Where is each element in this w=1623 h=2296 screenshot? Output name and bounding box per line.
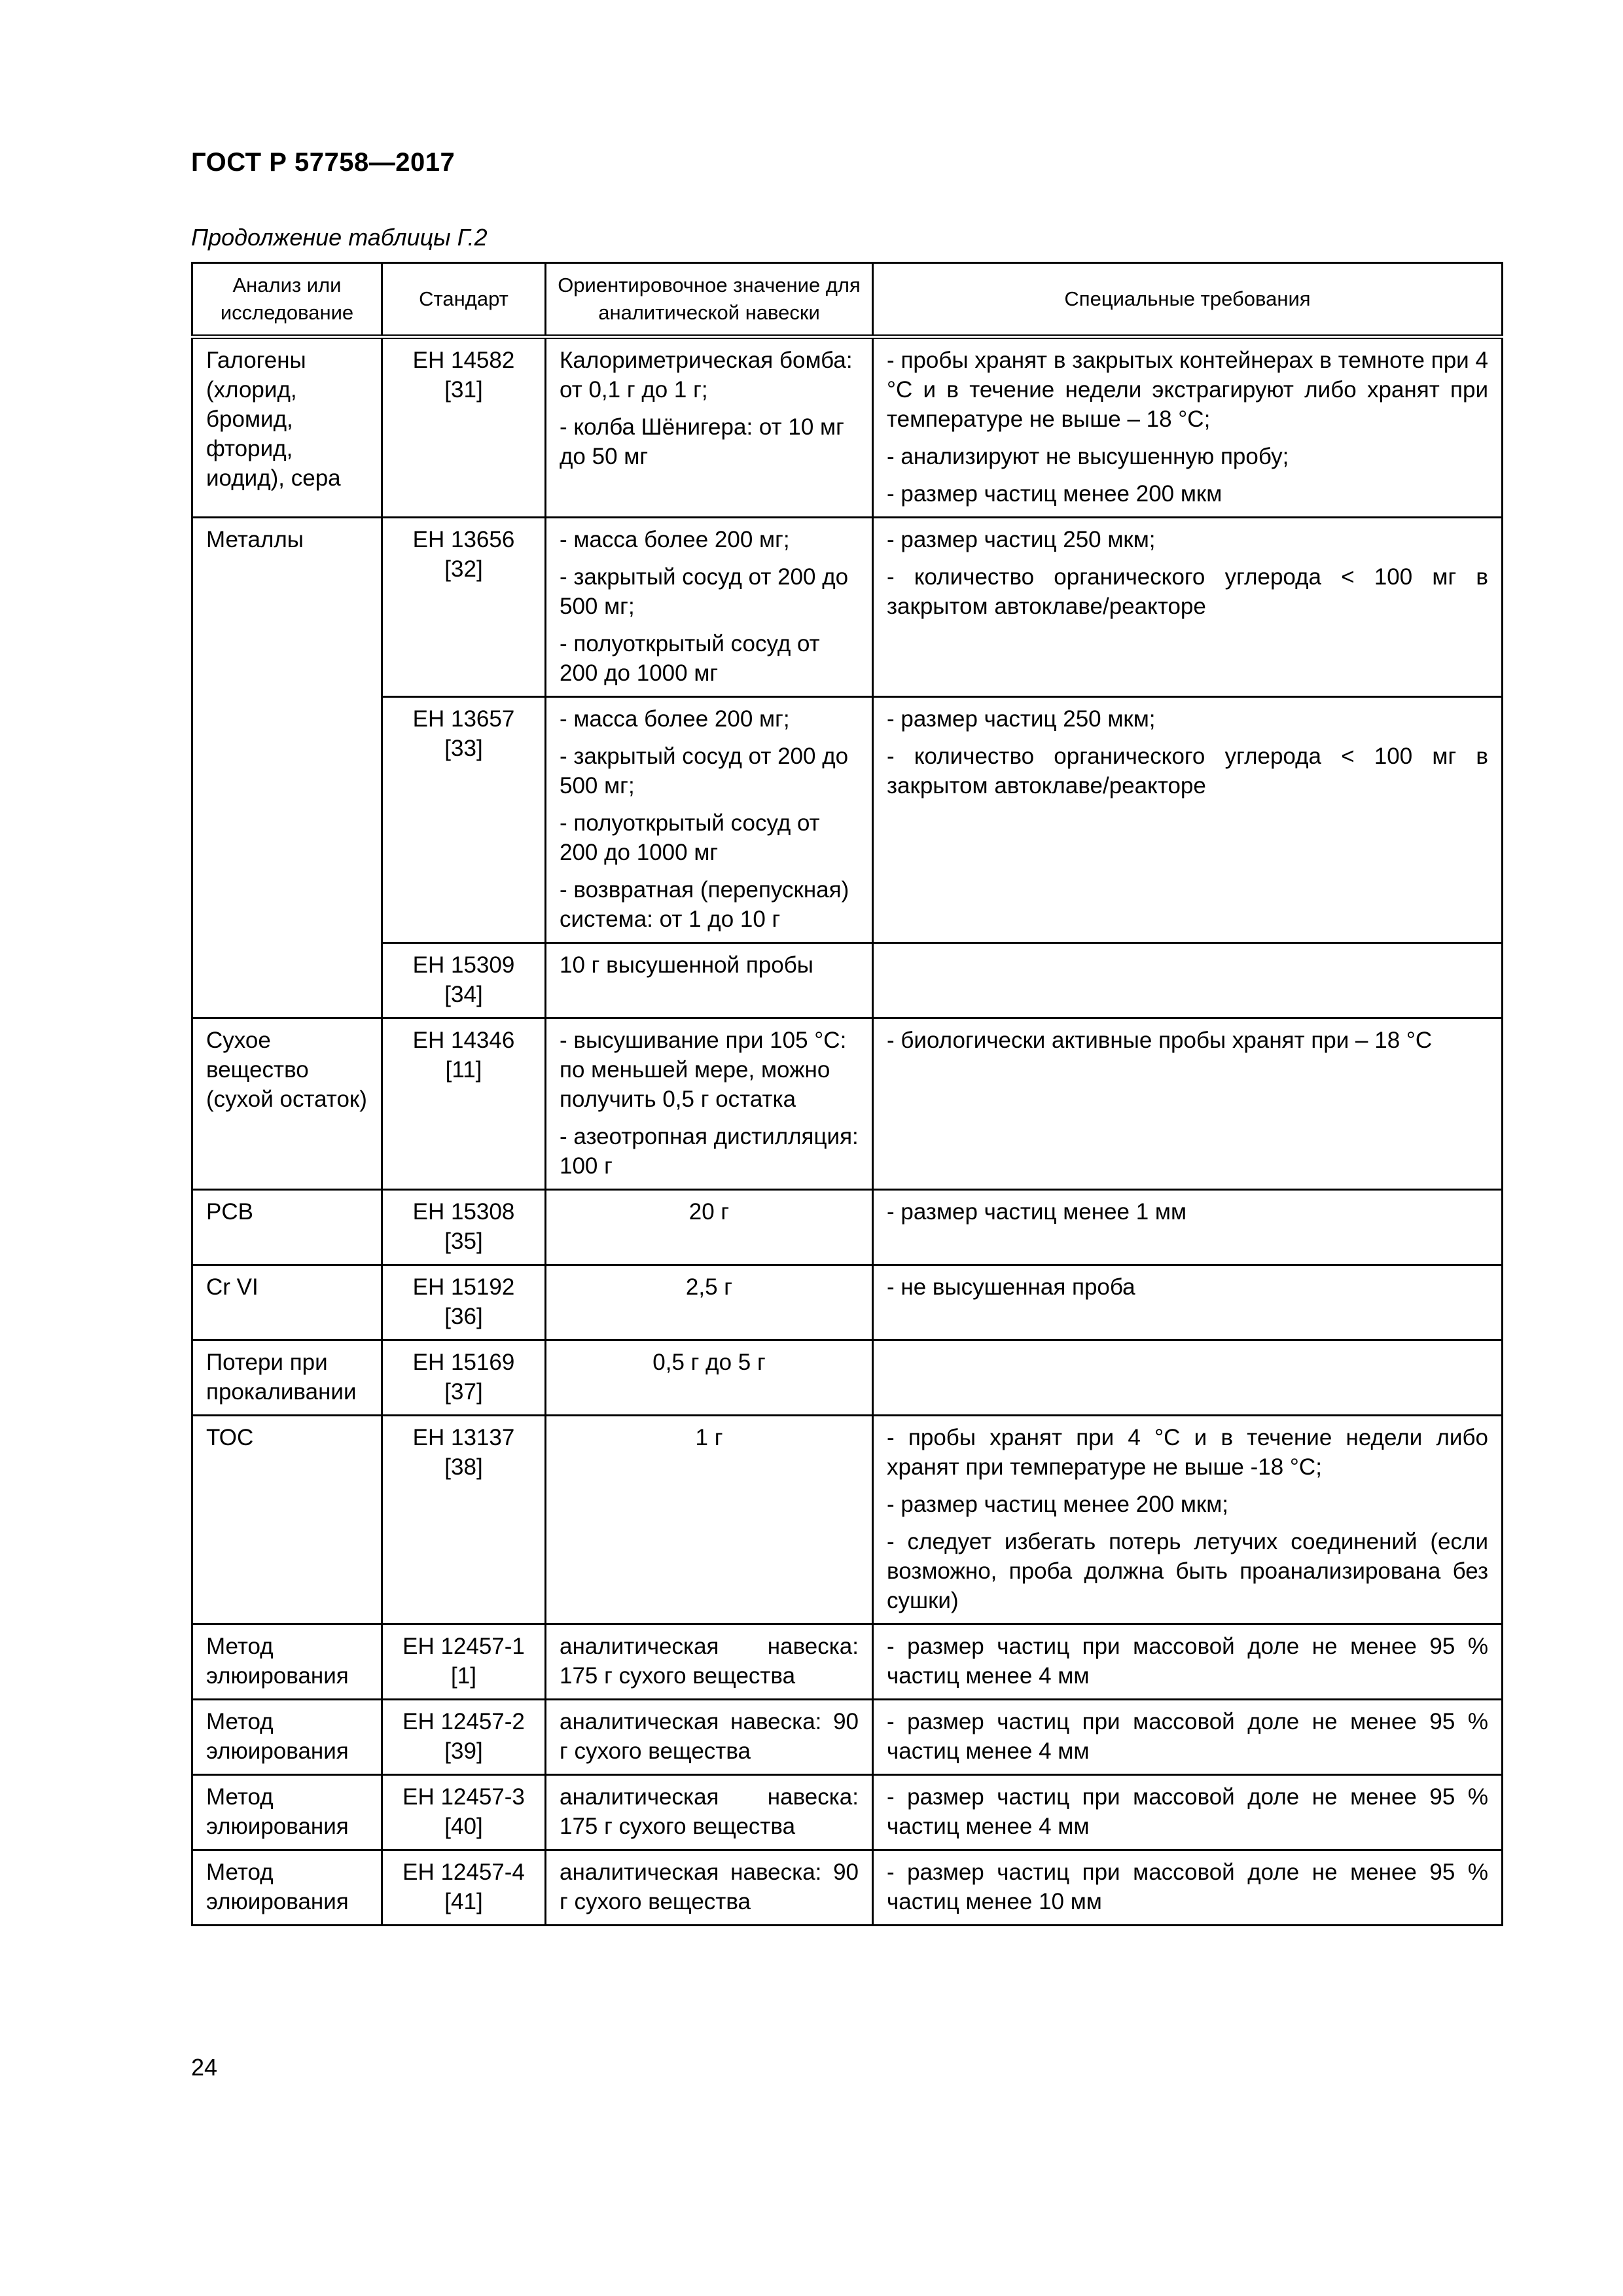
table-row	[192, 1850, 1503, 1926]
value-line: - закрытый сосуд от 200 до 500 мг;	[560, 564, 849, 619]
table-row	[192, 518, 1503, 697]
table-row	[192, 1700, 1503, 1775]
cell-standard: ЕН 12457-1 [1]	[382, 1624, 546, 1700]
cell-standard: ЕН 15169 [37]	[382, 1340, 546, 1416]
column-header-standard: Стандарт	[382, 263, 546, 337]
page-number: 24	[191, 2054, 218, 2081]
requirement-line: - размер частиц при массовой доле не менее 95 % частиц менее 4 мм	[887, 1709, 1488, 1764]
cell-analysis: Потери при прокаливании	[192, 1340, 382, 1416]
table-row	[192, 1190, 1503, 1265]
cell-analysis: Метод элюирования	[192, 1775, 382, 1850]
cell-value	[546, 943, 873, 1018]
value-line: - азеотропная дистилляция: 100 г	[560, 1124, 859, 1179]
cell-value	[546, 337, 873, 518]
cell-value: 0,5 г до 5 г	[546, 1340, 873, 1416]
column-header-requirements: Специальные требования	[873, 263, 1503, 337]
table-row	[192, 1265, 1503, 1340]
cell-requirements	[873, 1265, 1503, 1340]
value-line: - масса более 200 мг;	[560, 706, 790, 732]
requirement-line: - размер частиц при массовой доле не менее 95 % частиц менее 4 мм	[887, 1784, 1488, 1839]
table-header-row	[192, 263, 1503, 337]
requirement-line: - количество органического углерода < 100 мг в закрытом автоклаве/реакторе	[887, 744, 1488, 798]
cell-analysis: Cr VI	[192, 1265, 382, 1340]
cell-value	[546, 697, 873, 943]
requirement-line: - размер частиц менее 1 мм	[887, 1199, 1187, 1225]
cell-value: 20 г	[546, 1190, 873, 1265]
requirement-line: - размер частиц менее 200 мкм	[887, 481, 1222, 507]
cell-value	[546, 518, 873, 697]
table-row	[192, 1775, 1503, 1850]
cell-requirements	[873, 1850, 1503, 1926]
cell-value: аналитическая навеска: 175 г сухого вещества	[546, 1775, 873, 1850]
value-line: - масса более 200 мг;	[560, 527, 790, 552]
table-row	[192, 1340, 1503, 1416]
value-line: - колба Шёнигера: от 10 мг до 50 мг	[560, 414, 844, 469]
cell-requirements	[873, 1340, 1503, 1416]
cell-value: 2,5 г	[546, 1265, 873, 1340]
value-line: - возвратная (перепускная) система: от 1 до 10 г	[560, 877, 849, 932]
cell-analysis: Металлы	[192, 518, 382, 1018]
value-line: - закрытый сосуд от 200 до 500 мг;	[560, 744, 849, 798]
column-header-value: Ориентировочное значение для аналитической навески	[546, 263, 873, 337]
table-row	[192, 1624, 1503, 1700]
cell-standard: ЕН 15192 [36]	[382, 1265, 546, 1340]
cell-analysis: Галогены (хлорид, бромид, фторид, иодид), сера	[192, 337, 382, 518]
document-title: ГОСТ Р 57758—2017	[191, 148, 455, 177]
requirement-line: - следует избегать потерь летучих соединений (если возможно, проба должна быть проанализирована без сушки)	[887, 1529, 1488, 1613]
column-header-analysis: Анализ или исследование	[192, 263, 382, 337]
table-row	[192, 697, 1503, 943]
cell-requirements	[873, 337, 1503, 518]
value-line: - высушивание при 105 °С: по меньшей мере, можно получить 0,5 г остатка	[560, 1028, 847, 1112]
cell-value: 1 г	[546, 1416, 873, 1624]
cell-requirements	[873, 943, 1503, 1018]
cell-standard: ЕН 15309 [34]	[382, 943, 546, 1018]
requirement-line: - размер частиц при массовой доле не менее 95 % частиц менее 4 мм	[887, 1634, 1488, 1689]
requirement-line: - размер частиц менее 200 мкм;	[887, 1492, 1229, 1517]
cell-standard: ЕН 13656 [32]	[382, 518, 546, 697]
cell-requirements	[873, 1416, 1503, 1624]
cell-value: аналитическая навеска: 90 г сухого вещества	[546, 1850, 873, 1926]
table-row	[192, 943, 1503, 1018]
requirement-line: - размер частиц при массовой доле не менее 95 % частиц менее 10 мм	[887, 1859, 1488, 1914]
cell-standard: ЕН 13657 [33]	[382, 697, 546, 943]
cell-requirements	[873, 697, 1503, 943]
requirement-line: - не высушенная проба	[887, 1274, 1135, 1300]
value-line: - полуоткрытый сосуд от 200 до 1000 мг	[560, 631, 820, 686]
table-caption: Продолжение таблицы Г.2	[191, 224, 488, 251]
cell-standard: ЕН 14582 [31]	[382, 337, 546, 518]
cell-analysis: Метод элюирования	[192, 1700, 382, 1775]
requirement-line: - биологически активные пробы хранят при – 18 °С	[887, 1028, 1433, 1053]
value-line: 10 г высушенной пробы	[560, 952, 813, 978]
table-row	[192, 1018, 1503, 1190]
cell-analysis: ТОС	[192, 1416, 382, 1624]
cell-standard: ЕН 12457-3 [40]	[382, 1775, 546, 1850]
cell-standard: ЕН 13137 [38]	[382, 1416, 546, 1624]
cell-analysis: PCB	[192, 1190, 382, 1265]
requirement-line: - размер частиц 250 мкм;	[887, 706, 1156, 732]
cell-standard: ЕН 14346 [11]	[382, 1018, 546, 1190]
cell-requirements	[873, 518, 1503, 697]
cell-analysis: Метод элюирования	[192, 1850, 382, 1926]
cell-requirements	[873, 1624, 1503, 1700]
table-row	[192, 1416, 1503, 1624]
cell-requirements	[873, 1775, 1503, 1850]
cell-value: аналитическая навеска: 90 г сухого вещества	[546, 1700, 873, 1775]
requirement-line: - пробы хранят в закрытых контейнерах в темноте при 4 °С и в течение недели экстрагируют либо хранят при температуре не выше – 18 °С;	[887, 348, 1488, 432]
cell-value	[546, 1018, 873, 1190]
cell-requirements	[873, 1190, 1503, 1265]
cell-standard: ЕН 12457-4 [41]	[382, 1850, 546, 1926]
table-row	[192, 337, 1503, 518]
requirements-table	[191, 262, 1503, 1926]
requirement-line: - размер частиц 250 мкм;	[887, 527, 1156, 552]
requirement-line: - анализируют не высушенную пробу;	[887, 444, 1289, 469]
cell-standard: ЕН 15308 [35]	[382, 1190, 546, 1265]
cell-analysis: Метод элюирования	[192, 1624, 382, 1700]
cell-value: аналитическая навеска: 175 г сухого вещества	[546, 1624, 873, 1700]
cell-requirements	[873, 1700, 1503, 1775]
requirement-line: - количество органического углерода < 100 мг в закрытом автоклаве/реакторе	[887, 564, 1488, 619]
cell-requirements	[873, 1018, 1503, 1190]
value-line: - полуоткрытый сосуд от 200 до 1000 мг	[560, 810, 820, 865]
value-line: Калориметрическая бомба: от 0,1 г до 1 г;	[560, 348, 853, 403]
cell-analysis: Сухое вещество (сухой остаток)	[192, 1018, 382, 1190]
cell-standard: ЕН 12457-2 [39]	[382, 1700, 546, 1775]
requirement-line: - пробы хранят при 4 °С и в течение недели либо хранят при температуре не выше -18 °С;	[887, 1425, 1488, 1480]
